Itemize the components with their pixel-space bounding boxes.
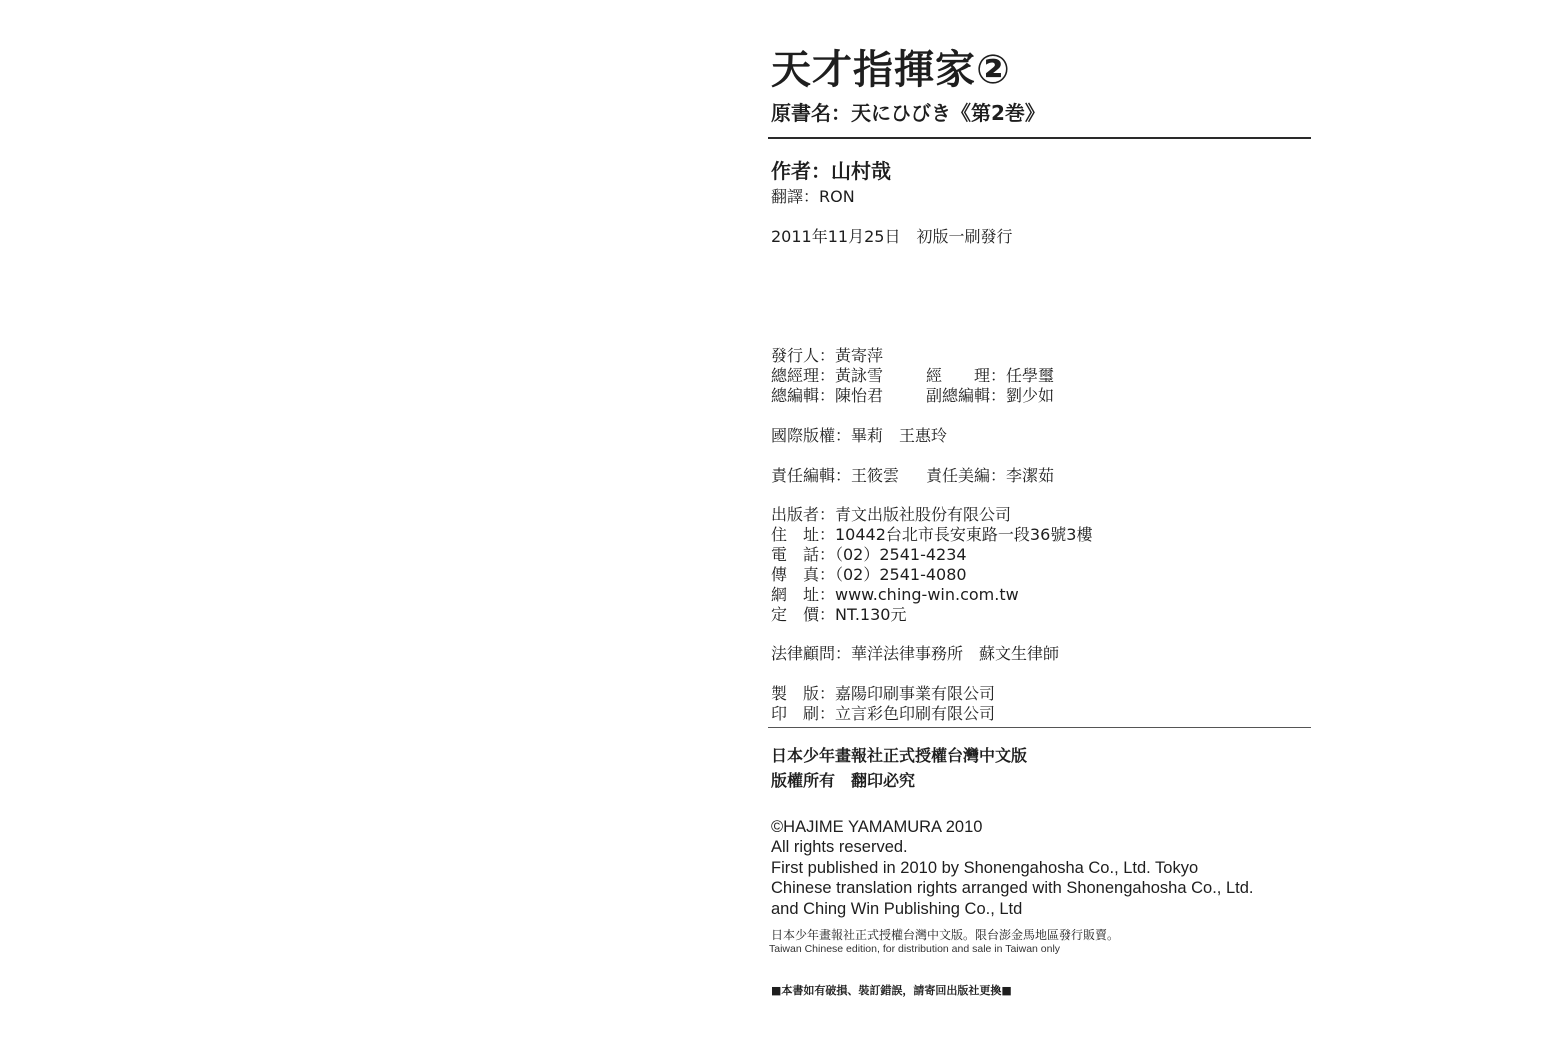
international-rights: 國際版權：畢莉 王惠玲 bbox=[771, 426, 948, 445]
publisher-phone: 電 話：（02）2541-4234 bbox=[771, 545, 967, 564]
distribution-en: Taiwan Chinese edition, for distribution and sale in Taiwan only bbox=[769, 943, 1061, 955]
manager: 經 理：任學璽 bbox=[926, 366, 1055, 385]
print-divider bbox=[768, 727, 1311, 728]
responsible-editor: 責任編輯：王筱雲 bbox=[771, 466, 900, 485]
translator: 翻譯：RON bbox=[771, 187, 855, 206]
copyright-block bbox=[771, 817, 1253, 919]
title-divider bbox=[768, 137, 1311, 139]
book-price: 定 價：NT.130元 bbox=[771, 605, 907, 624]
printing: 印 刷：立言彩色印刷有限公司 bbox=[771, 704, 996, 723]
publisher-name: 出版者：青文出版社股份有限公司 bbox=[771, 505, 1012, 524]
copyright-line: ©HAJIME YAMAMURA 2010 bbox=[771, 818, 983, 836]
legal-counsel: 法律顧問：華洋法律事務所 蘇文生律師 bbox=[771, 644, 1060, 663]
responsible-row bbox=[771, 466, 1054, 486]
publisher-address: 住 址：10442台北市長安東路一段36號3樓 bbox=[771, 525, 1093, 544]
responsible-designer: 責任美編：李潔茹 bbox=[926, 466, 1055, 485]
copyright-line: Chinese translation rights arranged with Shonengahosha Co., Ltd. bbox=[771, 879, 1254, 898]
damage-notice: ■本書如有破損、裝訂錯誤，請寄回出版社更換■ bbox=[771, 984, 1012, 997]
plate-making: 製 版：嘉陽印刷事業有限公司 bbox=[771, 684, 996, 703]
copyright-line: and Ching Win Publishing Co., Ltd bbox=[771, 899, 1023, 918]
editor-row bbox=[771, 386, 1054, 406]
license-line: 日本少年畫報社正式授權台灣中文版 bbox=[771, 746, 1028, 765]
deputy-chief-editor: 副總編輯：劉少如 bbox=[926, 386, 1055, 405]
chief-editor: 總編輯：陳怡君 bbox=[771, 386, 884, 405]
publisher-person: 發行人：黃寄萍 bbox=[771, 346, 884, 365]
author: 作者：山村哉 bbox=[771, 159, 891, 183]
rights-reserved-line: 版權所有 翻印必究 bbox=[771, 771, 916, 790]
edition-date: 2011年11月25日 初版一刷發行 bbox=[771, 227, 1013, 246]
publisher-fax: 傳 真：（02）2541-4080 bbox=[771, 565, 967, 584]
book-title: 天才指揮家② bbox=[771, 47, 1011, 93]
copyright-line: All rights reserved. bbox=[771, 838, 908, 857]
publisher-website: 網 址：www.ching-win.com.tw bbox=[771, 585, 1019, 604]
general-manager: 總經理：黃詠雪 bbox=[771, 366, 884, 385]
copyright-line: First published in 2010 by Shonengahosha Co., Ltd. Tokyo bbox=[771, 858, 1199, 877]
distribution-zh: 日本少年畫報社正式授權台灣中文版。限台澎金馬地區發行販賣。 bbox=[771, 928, 1120, 942]
general-manager-row bbox=[771, 366, 1054, 386]
original-title: 原書名：天にひびき《第2巻》 bbox=[771, 101, 1045, 125]
